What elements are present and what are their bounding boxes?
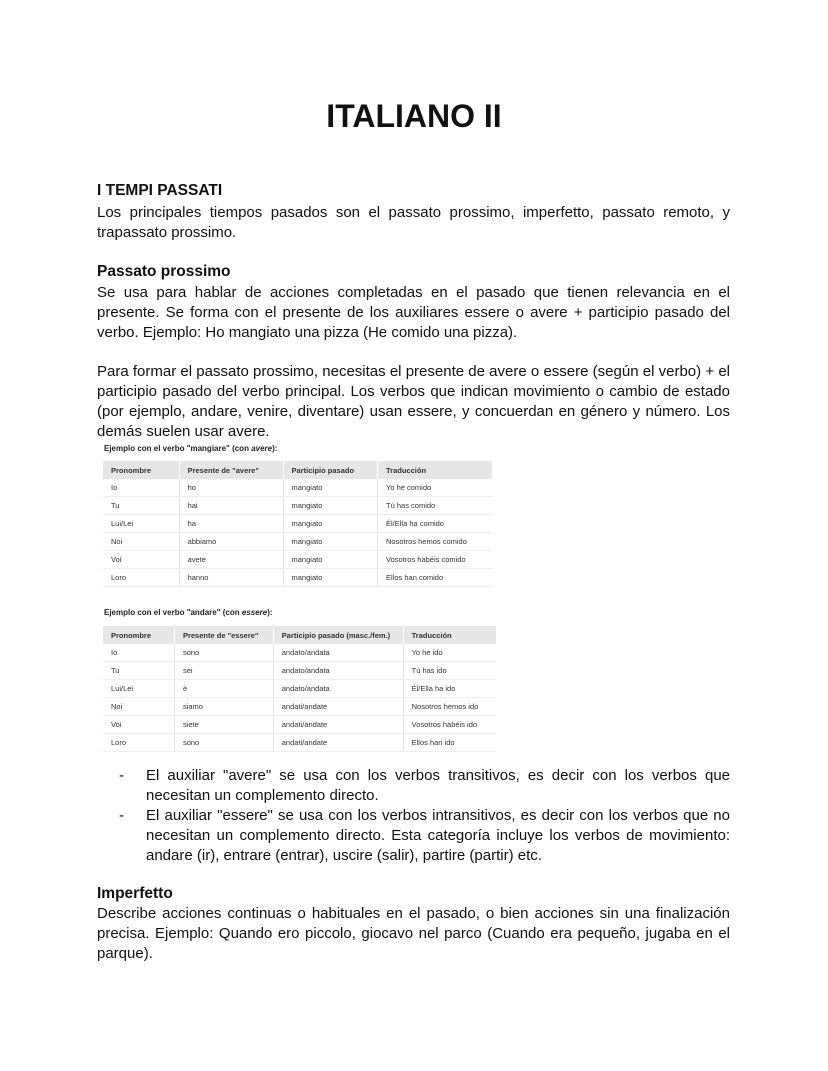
- table-cell: Noi: [103, 533, 179, 551]
- table-cell: Loro: [103, 569, 179, 587]
- table-cell: Lui/Lei: [103, 515, 179, 533]
- table-cell: mangiato: [283, 515, 378, 533]
- table-cell: hai: [179, 497, 283, 515]
- table-cell: ho: [179, 479, 283, 497]
- section-heading-passato-prossimo: Passato prossimo: [97, 263, 231, 280]
- conjugation-table-andare: [103, 626, 496, 752]
- table-cell: mangiato: [283, 479, 378, 497]
- table-cell: Tu: [103, 497, 179, 515]
- intro-paragraph: Los principales tiempos pasados son el passato prossimo, imperfetto, passato remoto, y trapassato prossimo.: [97, 204, 730, 241]
- table-header-row: [103, 626, 496, 644]
- bullet-marker: -: [119, 807, 124, 824]
- column-header: Traducción: [378, 461, 492, 479]
- table-cell: andati/andate: [273, 698, 403, 716]
- table-cell: Yo he comido: [378, 479, 492, 497]
- section-heading-tempi-passati: I TEMPI PASSATI: [97, 182, 223, 199]
- caption-emphasis: avere: [251, 444, 273, 453]
- auxiliary-bullet-list: [97, 766, 730, 866]
- column-header: Pronombre: [103, 626, 174, 644]
- bullet-text: El auxiliar "essere" se usa con los verbos intransitivos, es decir con los verbos que no necesitan un complemento directo. Esta categoría incluye los verbos de movimiento: andare (ir), entrare (entrar), uscire (salir), partire (partir) etc.: [146, 807, 730, 864]
- table-cell: Tú has comido: [378, 497, 492, 515]
- table-caption-andare: [104, 608, 273, 617]
- table-row: [103, 716, 496, 734]
- table-cell: ha: [179, 515, 283, 533]
- table-cell: mangiato: [283, 551, 378, 569]
- table-cell: Io: [103, 479, 179, 497]
- table-row: [103, 644, 496, 662]
- column-header: Participio pasado (masc./fem.): [273, 626, 403, 644]
- table-cell: è: [174, 680, 273, 698]
- bullet-marker: -: [119, 767, 124, 784]
- table-cell: Ellos han comido: [378, 569, 492, 587]
- column-header: Traducción: [403, 626, 496, 644]
- bullet-item: [97, 806, 730, 866]
- table-cell: Ellos han ido: [403, 734, 496, 752]
- table-cell: Io: [103, 644, 174, 662]
- table-cell: siete: [174, 716, 273, 734]
- column-header: Presente de "avere": [179, 461, 283, 479]
- table-cell: Voi: [103, 551, 179, 569]
- table-row: [103, 551, 492, 569]
- table-row: [103, 497, 492, 515]
- table-caption-mangiare: [104, 444, 277, 453]
- caption-text: Ejemplo con el verbo "andare" (con: [104, 608, 242, 617]
- table-cell: Vosotros habéis ido: [403, 716, 496, 734]
- table-cell: abbiamo: [179, 533, 283, 551]
- table-cell: hanno: [179, 569, 283, 587]
- table-row: [103, 680, 496, 698]
- table-cell: siamo: [174, 698, 273, 716]
- table-row: [103, 479, 492, 497]
- table-cell: Vosotros habéis comido: [378, 551, 492, 569]
- table-cell: Nosotros hemos comido: [378, 533, 492, 551]
- table-row: [103, 734, 496, 752]
- table-row: [103, 533, 492, 551]
- document-title: ITALIANO II: [326, 98, 502, 134]
- table-cell: sei: [174, 662, 273, 680]
- table-cell: andato/andata: [273, 662, 403, 680]
- table-cell: mangiato: [283, 497, 378, 515]
- passato-prossimo-paragraph: Se usa para hablar de acciones completadas en el pasado que tienen relevancia en el presente. Se forma con el presente de los auxiliares essere o avere + participio pasado del verbo. Ejemplo: Ho mangiato una pizza (He comido una pizza).: [97, 284, 730, 341]
- table-cell: Él/Ella ha comido: [378, 515, 492, 533]
- table-cell: Nosotros hemos ido: [403, 698, 496, 716]
- caption-text: ):: [267, 608, 273, 617]
- table-cell: Lui/Lei: [103, 680, 174, 698]
- table-header-row: [103, 461, 492, 479]
- table-cell: Tu: [103, 662, 174, 680]
- imperfetto-paragraph: Describe acciones continuas o habituales en el pasado, o bien acciones sin una finalización precisa. Ejemplo: Quando ero piccolo, giocavo nel parco (Cuando era pequeño, jugaba en el parque).: [97, 905, 730, 962]
- passato-prossimo-formation-paragraph: Para formar el passato prossimo, necesitas el presente de avere o essere (según el verbo) + el participio pasado del verbo principal. Los verbos que indican movimiento o cambio de estado (por ejemplo, andare, venire, diventare) usan essere, y concuerdan en género y número. Los demás suelen usar avere.: [97, 363, 730, 440]
- bullet-text: El auxiliar "avere" se usa con los verbos transitivos, es decir con los verbos que necesitan un complemento directo.: [146, 767, 730, 804]
- bullet-item: [97, 766, 730, 806]
- table-cell: sono: [174, 644, 273, 662]
- table-cell: mangiato: [283, 569, 378, 587]
- column-header: Participio pasado: [283, 461, 378, 479]
- table-cell: Noi: [103, 698, 174, 716]
- table-cell: Yo he ido: [403, 644, 496, 662]
- table-cell: avete: [179, 551, 283, 569]
- table-cell: mangiato: [283, 533, 378, 551]
- table-cell: Él/Ella ha ido: [403, 680, 496, 698]
- table-cell: Loro: [103, 734, 174, 752]
- table-cell: andati/andate: [273, 716, 403, 734]
- conjugation-table-mangiare: [103, 461, 492, 587]
- table-row: [103, 698, 496, 716]
- caption-text: ):: [272, 444, 278, 453]
- table-cell: andato/andata: [273, 680, 403, 698]
- table-row: [103, 569, 492, 587]
- column-header: Pronombre: [103, 461, 179, 479]
- caption-emphasis: essere: [241, 608, 268, 617]
- caption-text: Ejemplo con el verbo "mangiare" (con: [104, 444, 252, 453]
- table-cell: Tú has ido: [403, 662, 496, 680]
- table-row: [103, 515, 492, 533]
- table-cell: andati/andate: [273, 734, 403, 752]
- table-row: [103, 662, 496, 680]
- table-cell: andato/andata: [273, 644, 403, 662]
- section-heading-imperfetto: Imperfetto: [97, 885, 173, 902]
- table-cell: sono: [174, 734, 273, 752]
- column-header: Presente de "essere": [174, 626, 273, 644]
- table-cell: Voi: [103, 716, 174, 734]
